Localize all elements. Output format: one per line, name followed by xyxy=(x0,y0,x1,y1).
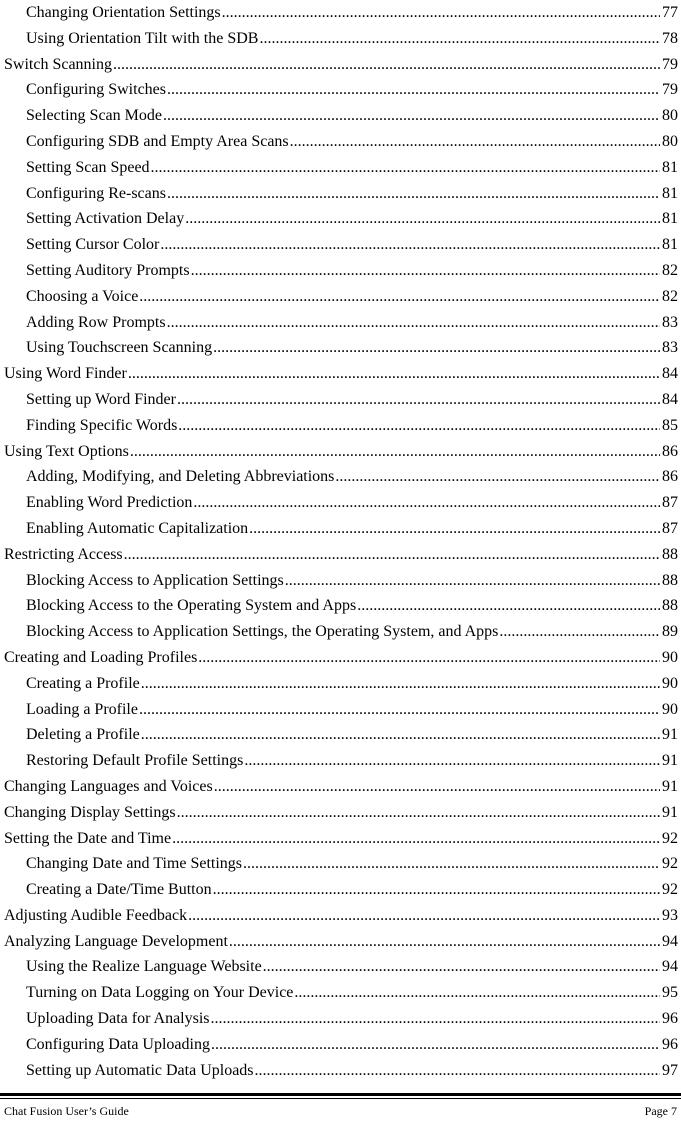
toc-leader-dots xyxy=(151,155,660,181)
toc-entry[interactable] xyxy=(4,568,680,594)
toc-entry-page: 91 xyxy=(662,752,678,770)
toc-entry[interactable] xyxy=(4,413,680,439)
toc-entry[interactable] xyxy=(4,722,680,748)
toc-entry[interactable] xyxy=(4,361,680,387)
toc-entry-page: 81 xyxy=(662,210,678,228)
toc-entry[interactable] xyxy=(4,490,680,516)
toc-entry-title: Setting the Date and Time xyxy=(4,829,172,847)
toc-leader-dots xyxy=(124,542,660,568)
toc-entry-page: 93 xyxy=(662,906,678,924)
toc-entry-page: 80 xyxy=(662,107,678,125)
toc-entry[interactable] xyxy=(4,181,680,207)
toc-entry[interactable] xyxy=(4,619,680,645)
toc-entry-page: 90 xyxy=(662,648,678,666)
toc-leader-dots xyxy=(163,103,660,129)
toc-leader-dots xyxy=(139,697,660,723)
toc-entry-page: 81 xyxy=(662,158,678,176)
toc-entry-title: Adding Row Prompts xyxy=(26,313,166,331)
toc-entry-page: 91 xyxy=(662,777,678,795)
toc-leader-dots xyxy=(130,439,660,465)
toc-entry[interactable] xyxy=(4,1032,680,1058)
toc-leader-dots xyxy=(177,800,660,826)
toc-leader-dots xyxy=(259,26,660,52)
toc-entry[interactable] xyxy=(4,516,680,542)
toc-entry[interactable] xyxy=(4,232,680,258)
toc-entry-page: 92 xyxy=(662,829,678,847)
toc-leader-dots xyxy=(188,903,660,929)
toc-entry[interactable] xyxy=(4,593,680,619)
table-of-contents xyxy=(4,0,680,1083)
toc-leader-dots xyxy=(185,206,660,232)
toc-leader-dots xyxy=(285,568,660,594)
toc-entry-page: 94 xyxy=(662,958,678,976)
toc-entry-title: Using Orientation Tilt with the SDB xyxy=(26,29,259,47)
toc-entry[interactable] xyxy=(4,645,680,671)
toc-entry[interactable] xyxy=(4,0,680,26)
toc-entry-title: Enabling Word Prediction xyxy=(26,494,193,512)
toc-entry[interactable] xyxy=(4,77,680,103)
toc-entry-page: 85 xyxy=(662,416,678,434)
toc-leader-dots xyxy=(213,335,660,361)
toc-leader-dots xyxy=(290,129,660,155)
toc-entry-title: Uploading Data for Analysis xyxy=(26,1010,210,1028)
toc-entry-title: Creating and Loading Profiles xyxy=(4,648,198,666)
toc-entry-title: Switch Scanning xyxy=(4,55,112,73)
toc-entry[interactable] xyxy=(4,129,680,155)
toc-leader-dots xyxy=(193,490,660,516)
toc-leader-dots xyxy=(249,516,660,542)
toc-entry-title: Configuring Switches xyxy=(26,81,166,99)
toc-entry-title: Analyzing Language Development xyxy=(4,932,228,950)
toc-entry-title: Choosing a Voice xyxy=(26,287,139,305)
toc-entry[interactable] xyxy=(4,748,680,774)
toc-entry-title: Configuring Data Uploading xyxy=(26,1035,210,1053)
toc-entry-page: 78 xyxy=(662,29,678,47)
toc-entry-title: Selecting Scan Mode xyxy=(26,107,162,125)
toc-leader-dots xyxy=(167,77,660,103)
toc-entry-page: 92 xyxy=(662,855,678,873)
toc-leader-dots xyxy=(229,929,660,955)
toc-entry-page: 86 xyxy=(662,442,678,460)
toc-entry[interactable] xyxy=(4,335,680,361)
toc-entry-title: Changing Languages and Voices xyxy=(4,777,213,795)
footer-rule-thick xyxy=(0,1093,681,1096)
toc-entry-title: Using the Realize Language Website xyxy=(26,958,262,976)
toc-leader-dots xyxy=(213,877,660,903)
toc-leader-dots xyxy=(128,361,660,387)
toc-entry[interactable] xyxy=(4,1006,680,1032)
toc-leader-dots xyxy=(167,310,660,336)
toc-leader-dots xyxy=(211,1006,660,1032)
toc-entry-page: 88 xyxy=(662,545,678,563)
toc-leader-dots xyxy=(294,980,660,1006)
toc-entry[interactable] xyxy=(4,542,680,568)
toc-leader-dots xyxy=(499,619,660,645)
toc-entry-page: 96 xyxy=(662,1010,678,1028)
toc-entry-page: 84 xyxy=(662,390,678,408)
toc-entry-page: 90 xyxy=(662,700,678,718)
toc-entry-title: Restricting Access xyxy=(4,545,123,563)
toc-entry-title: Configuring SDB and Empty Area Scans xyxy=(26,132,289,150)
toc-entry[interactable] xyxy=(4,1058,680,1084)
toc-entry-page: 83 xyxy=(662,313,678,331)
toc-leader-dots xyxy=(357,593,660,619)
toc-entry[interactable] xyxy=(4,671,680,697)
toc-entry-page: 84 xyxy=(662,365,678,383)
toc-entry[interactable] xyxy=(4,387,680,413)
toc-leader-dots xyxy=(172,826,660,852)
toc-entry[interactable] xyxy=(4,258,680,284)
toc-entry-title: Enabling Automatic Capitalization xyxy=(26,519,249,537)
toc-entry[interactable] xyxy=(4,929,680,955)
toc-entry-page: 82 xyxy=(662,261,678,279)
page-footer xyxy=(4,1103,677,1119)
toc-entry[interactable] xyxy=(4,26,680,52)
toc-entry-page: 79 xyxy=(662,81,678,99)
toc-entry[interactable] xyxy=(4,206,680,232)
toc-leader-dots xyxy=(335,464,660,490)
toc-entry-page: 89 xyxy=(662,623,678,641)
toc-entry-title: Changing Display Settings xyxy=(4,803,176,821)
toc-entry-page: 87 xyxy=(662,494,678,512)
toc-entry-page: 88 xyxy=(662,597,678,615)
toc-entry[interactable] xyxy=(4,877,680,903)
toc-entry-page: 96 xyxy=(662,1035,678,1053)
toc-entry[interactable] xyxy=(4,52,680,78)
toc-entry-title: Setting up Automatic Data Uploads xyxy=(26,1061,254,1079)
toc-entry[interactable] xyxy=(4,903,680,929)
toc-entry-page: 87 xyxy=(662,519,678,537)
toc-leader-dots xyxy=(191,258,660,284)
toc-leader-dots xyxy=(141,671,660,697)
toc-entry-title: Setting Scan Speed xyxy=(26,158,150,176)
toc-entry-page: 77 xyxy=(662,4,678,21)
toc-entry[interactable] xyxy=(4,851,680,877)
toc-entry-page: 97 xyxy=(662,1061,678,1079)
toc-entry-title: Setting up Word Finder xyxy=(26,390,176,408)
toc-entry-title: Setting Auditory Prompts xyxy=(26,261,190,279)
toc-entry-title: Finding Specific Words xyxy=(26,416,178,434)
toc-entry[interactable] xyxy=(4,103,680,129)
toc-leader-dots xyxy=(263,954,660,980)
footer-document-title: Chat Fusion User’s Guide xyxy=(4,1103,129,1118)
toc-leader-dots xyxy=(198,645,660,671)
toc-entry[interactable] xyxy=(4,954,680,980)
toc-entry-title: Configuring Re-scans xyxy=(26,184,166,202)
toc-entry-title: Changing Orientation Settings xyxy=(26,4,221,21)
toc-entry[interactable] xyxy=(4,439,680,465)
toc-entry-page: 82 xyxy=(662,287,678,305)
toc-entry[interactable] xyxy=(4,697,680,723)
toc-leader-dots xyxy=(139,284,660,310)
toc-entry[interactable] xyxy=(4,284,680,310)
toc-entry-title: Changing Date and Time Settings xyxy=(26,855,242,873)
toc-entry-title: Blocking Access to Application Settings, the Operating System, and Apps xyxy=(26,623,499,641)
toc-entry-title: Adjusting Audible Feedback xyxy=(4,906,188,924)
toc-entry-title: Restoring Default Profile Settings xyxy=(26,752,244,770)
toc-entry-page: 81 xyxy=(662,184,678,202)
footer-page-number: Page 7 xyxy=(644,1103,677,1118)
toc-entry-title: Creating a Profile xyxy=(26,674,140,692)
toc-leader-dots xyxy=(214,774,660,800)
toc-leader-dots xyxy=(255,1058,660,1084)
toc-entry[interactable] xyxy=(4,826,680,852)
toc-entry-title: Loading a Profile xyxy=(26,700,138,718)
toc-entry-title: Creating a Date/Time Button xyxy=(26,881,212,899)
toc-entry-page: 83 xyxy=(662,339,678,357)
toc-entry-page: 79 xyxy=(662,55,678,73)
toc-entry-page: 86 xyxy=(662,468,678,486)
toc-entry[interactable] xyxy=(4,774,680,800)
toc-entry-title: Using Text Options xyxy=(4,442,129,460)
toc-entry[interactable] xyxy=(4,310,680,336)
toc-entry-page: 95 xyxy=(662,984,678,1002)
toc-leader-dots xyxy=(244,748,660,774)
toc-entry-page: 91 xyxy=(662,726,678,744)
toc-leader-dots xyxy=(167,181,660,207)
toc-entry-title: Adding, Modifying, and Deleting Abbreviations xyxy=(26,468,335,486)
toc-entry-page: 94 xyxy=(662,932,678,950)
toc-leader-dots xyxy=(243,851,660,877)
toc-leader-dots xyxy=(211,1032,660,1058)
toc-leader-dots xyxy=(113,52,660,78)
toc-leader-dots xyxy=(160,232,660,258)
toc-entry-title: Setting Activation Delay xyxy=(26,210,185,228)
toc-entry-page: 92 xyxy=(662,881,678,899)
toc-entry-title: Setting Cursor Color xyxy=(26,236,160,254)
toc-entry-title: Blocking Access to Application Settings xyxy=(26,571,284,589)
toc-entry-title: Using Word Finder xyxy=(4,365,127,383)
toc-entry-title: Deleting a Profile xyxy=(26,726,140,744)
toc-entry-page: 80 xyxy=(662,132,678,150)
toc-entry[interactable] xyxy=(4,464,680,490)
toc-entry-title: Turning on Data Logging on Your Device xyxy=(26,984,294,1002)
toc-entry-page: 81 xyxy=(662,236,678,254)
toc-entry[interactable] xyxy=(4,800,680,826)
footer-rule-thin xyxy=(0,1098,681,1099)
toc-leader-dots xyxy=(177,387,660,413)
toc-entry-title: Blocking Access to the Operating System and Apps xyxy=(26,597,357,615)
toc-entry[interactable] xyxy=(4,980,680,1006)
toc-entry-page: 91 xyxy=(662,803,678,821)
toc-entry-title: Using Touchscreen Scanning xyxy=(26,339,213,357)
toc-leader-dots xyxy=(222,0,660,26)
toc-leader-dots xyxy=(141,722,660,748)
toc-entry[interactable] xyxy=(4,155,680,181)
toc-entry-page: 88 xyxy=(662,571,678,589)
toc-entry-page: 90 xyxy=(662,674,678,692)
toc-leader-dots xyxy=(178,413,660,439)
